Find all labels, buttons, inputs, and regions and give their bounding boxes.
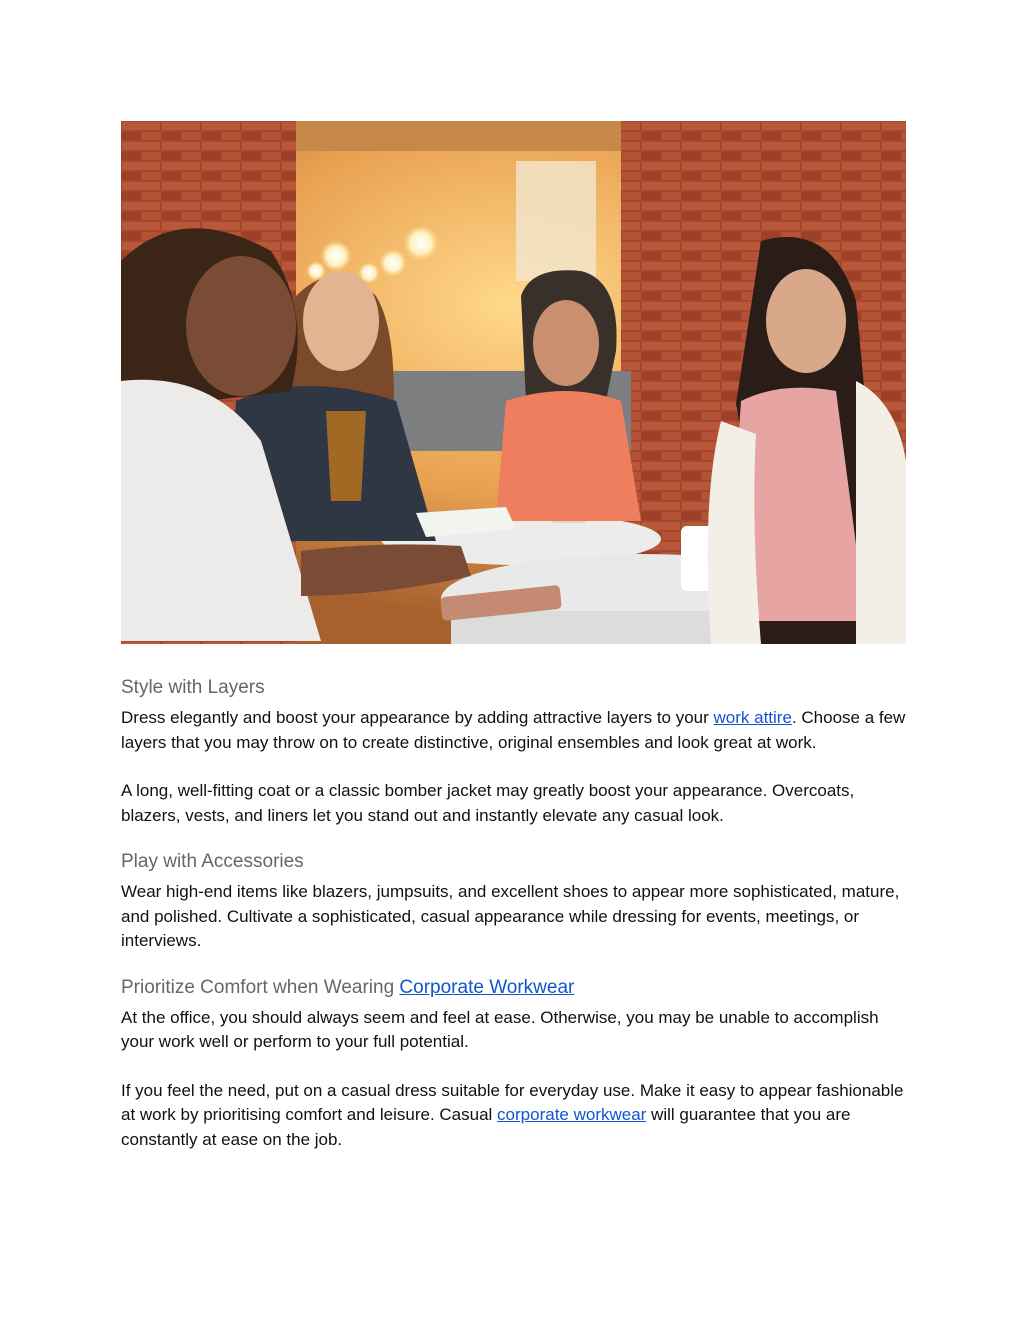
section-heading-play-with-accessories: Play with Accessories [121,851,304,872]
paragraph [121,706,911,755]
corporate-workwear-heading-link[interactable]: Corporate Workwear [399,976,575,998]
paragraph: A long, well-fitting coat or a classic bomber jacket may greatly boost your appearance. Overcoats, blazers, vests, and liners let you stand out and instantly elevate any casual look. [121,781,855,825]
photo-four-women-cafe-icon [121,121,906,644]
corporate-workwear-link[interactable]: corporate workwear [497,1105,647,1124]
article-body [121,676,911,1152]
heading-text: Prioritize Comfort when Wearing [121,976,400,998]
paragraph: At the office, you should always seem and feel at ease. Otherwise, you may be unable to accomplish your work well or perform to your full potential. [121,1007,879,1051]
paragraph-text: . Choose a few layers that you may throw on to create distinctive, original ensembles and look great at work. [121,708,906,752]
paragraph-text: If you feel the need, put on a casual dress suitable for everyday use. Make it easy to appear fashionable at work by prioritising comfort and leisure. Casual [121,1080,904,1124]
hero-photo [121,121,906,644]
work-attire-link[interactable]: work attire [713,708,792,727]
paragraph-text: Dress elegantly and boost your appearance by adding attractive layers to your [121,708,714,727]
section-heading-prioritize-comfort [121,976,911,1000]
section-heading-style-with-layers: Style with Layers [121,677,265,698]
paragraph [121,1079,911,1153]
paragraph: Wear high-end items like blazers, jumpsuits, and excellent shoes to appear more sophisticated, mature, and polished. Cultivate a sophisticated, casual appearance while dressing for events, meetings, or interviews. [121,882,900,950]
paragraph-text: will guarantee that you are constantly at ease on the job. [121,1105,851,1149]
